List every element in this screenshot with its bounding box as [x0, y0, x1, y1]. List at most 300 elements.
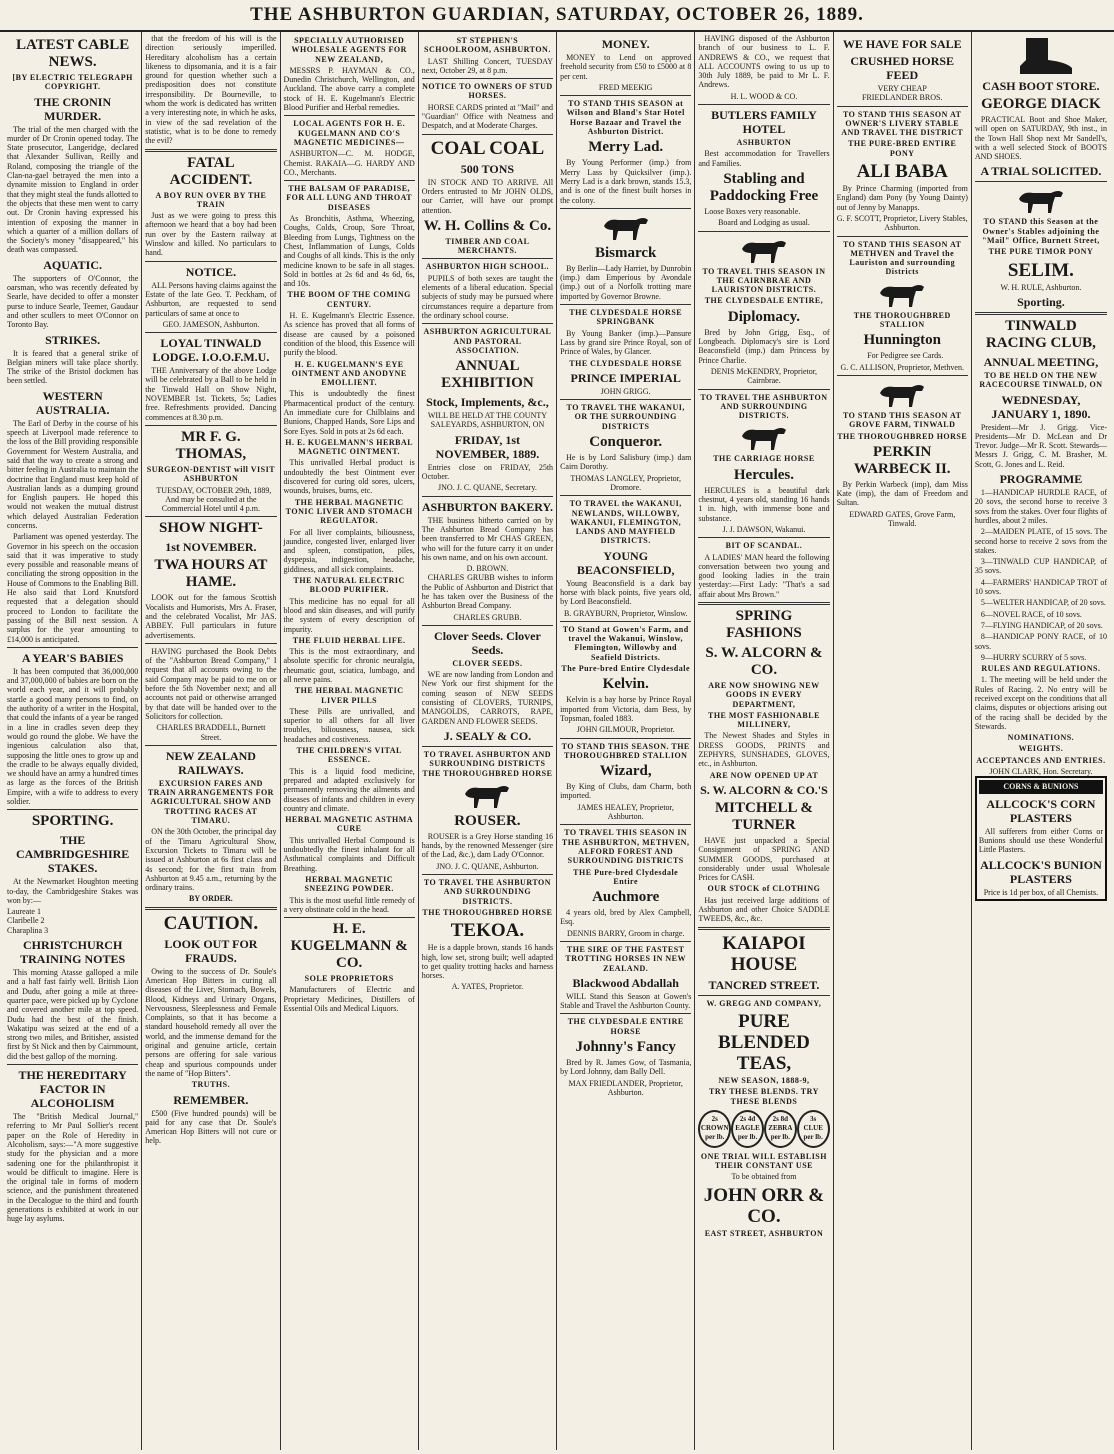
kelvin-text: Kelvin is a bay horse by Prince Royal imported from Victoria, dam Bess, by Topsman, foaled 1883.: [560, 695, 692, 723]
child-heading: THE CHILDREN'S VITAL ESSENCE.: [296, 746, 402, 765]
spring-fashions: SPRING FASHIONS: [726, 607, 802, 641]
wizard-text: By King of Clubs, dam Charm, both imported.: [560, 782, 692, 801]
tinwald-date: WEDNESDAY, JANUARY 1, 1890.: [991, 392, 1091, 421]
eye-heading: H. E. KUGELMANN'S EYE OINTMENT AND ANODYNE EMOLLIENT.: [291, 359, 407, 388]
divider: [560, 738, 691, 739]
diplomacy-text: Bred by John Grigg, Esq., of Longbeach. Diplomacy's sire is Lord Beaconsfield (imp.) dam Princess by Prince Charlie.: [698, 327, 830, 365]
thomas-sub: SURGEON-DENTIST will VISIT ASHBURTON: [146, 464, 276, 484]
andrews-text: HAVING disposed of the Ashburton branch of our business to L. F. ANDREWS & CO., we request that ALL ACCOUNTS owing to us up to 30th July 1889, be paid to Mr L. F. Andrews.: [698, 34, 830, 90]
programme-item-3: 3—TINWALD CUP HANDICAP, of 35 sovs.: [974, 557, 1107, 576]
hercules-sub: THE CARRIAGE HORSE: [713, 454, 815, 464]
cambs-result-1: Laureate 1: [7, 907, 41, 917]
divider: [698, 231, 829, 232]
divider: [145, 907, 276, 910]
clothing-heading: OUR STOCK of CLOTHING: [707, 884, 821, 894]
divider: [560, 304, 691, 305]
cable-heading: LATEST CABLE NEWS.: [16, 37, 130, 70]
twa-heading: TWA HOURS AT HAME.: [154, 557, 268, 591]
allcock-corn: ALLCOCK'S CORN PLASTERS: [986, 796, 1096, 825]
thomas-heading: MR F. G. THOMAS,: [175, 428, 247, 462]
blood-text: This medicine has no equal for all blood and skin diseases, and will purify the system of every description of impurity.: [283, 596, 415, 634]
divider: [145, 332, 276, 333]
orr-heading: JOHN ORR & CO.: [703, 1184, 825, 1227]
one-trial: ONE TRIAL WILL ESTABLISH THEIR CONSTANT USE: [700, 1151, 827, 1171]
hunnington-name: Hunnington: [863, 332, 941, 349]
programme-item-9: 9—HURRY SCURRY of 5 sovs.: [980, 652, 1087, 662]
horse-feed-text: VERY CHEAP: [877, 84, 927, 93]
pills-text: These Pills are unrivalled, and superior to all others for all liver troubles, biliousness, nausea, sick headaches and costiveness.: [283, 706, 415, 744]
kug-heading: H. E. KUGELMANN & CO.: [290, 921, 408, 972]
babies-heading: A YEAR'S BABIES: [21, 650, 124, 665]
fatal-sub: A BOY RUN OVER BY THE TRAIN: [155, 190, 267, 209]
columns: [4, 32, 1110, 1450]
tea-eagle: [731, 1110, 764, 1148]
fatal-text: Just as we were going to press this afternoon we heard that a boy had been run over by the Eastern railway at Winslow and killed. No particulars to hand.: [145, 211, 277, 258]
programme-item-8: 8—HANDICAP PONY RACE, of 10 sovs.: [974, 632, 1107, 651]
kelvin-heading: TO Stand at Gowen's Farm, and travel the Wakanui, Winslow, Flemington, Willowby and Seafield Districts.: [562, 624, 689, 662]
notice-text: ALL Persons having claims against the Estate of the late Geo. T. Peckham, of Ashburton, are requested to send particulars of same at once to: [145, 280, 277, 318]
divider: [145, 745, 276, 746]
hercules-sign: J. J. DAWSON, Wakanui.: [722, 524, 806, 534]
programme-item-2: 2—MAIDEN PLATE, of 15 sovs. The second horse to receive 2 sovs from the stakes.: [974, 527, 1107, 555]
alcorn-text-3: The Newest Shades and Styles in DRESS GOODS, PRINTS and ZEPHYRS, SUNSHADES, GLOVES, etc., in Ashburton.: [698, 731, 830, 769]
young-heading: TO TRAVEL the WAKANUI, NEWLANDS, WILLOWBY, WAKANUI, FLEMINGTON, LANDS AND MAYFIELD DISTRICTS.: [569, 499, 682, 546]
divider: [284, 115, 415, 116]
alcorn-heading: S. W. ALCORN & CO.: [705, 644, 823, 678]
rail-text: ON the 30th October, the principal day of the Timaru Agricultural Show, Excursion Tickets to Timaru will be issued at Ashburton at 6s first class and 4s second; for the first train from Ashburton at 9.45 a.m., returning by the ordinary trains.: [145, 827, 277, 893]
alcorn-text-1: ARE NOW SHOWING NEW GOODS IN EVERY DEPARTMENT,: [708, 680, 820, 709]
horse-feed-sub: CRUSHED HORSE FEED: [850, 54, 955, 82]
oint-heading: H. E. KUGELMANN'S HERBAL MAGNETIC OINTMENT.: [285, 437, 414, 457]
divider: [698, 537, 829, 538]
divider: [560, 941, 691, 942]
tea-price: 2s: [711, 1114, 718, 1123]
divider: [422, 874, 553, 875]
clothing-text: Has just received large additions of Ashburton and other Choice SADDLE TWEEDS, &c., &c.: [698, 895, 830, 924]
perkin-sign: EDWARD GATES, Grove Farm, Tinwald.: [849, 509, 956, 529]
caution-text: Owing to the success of Dr. Soule's American Hop Bitters in curing all diseases of the Liver, Stomach, Bowels, Blood, Kidneys and Urinary Organs, Nervousness, Sleeplessness and Female Complaints, so that it has become a standard household remedy all over the world, and the immense demand for the original and genuine article, certain persons are offering for sale various cheap and spurious compounds under the name of "Hop Bitters".: [145, 966, 277, 1078]
oint-text: This unrivalled Herbal product is undoubtedly the best Ointment ever discovered for curing old sores, ulcers, wounds, bruises, burns, etc.: [283, 458, 415, 496]
programme-heading: PROGRAMME: [999, 472, 1083, 487]
hercules-heading: TO TRAVEL THE ASHBURTON AND SURROUNDING DISTRICTS.: [700, 392, 828, 421]
horse-feed-heading: WE HAVE FOR SALE: [842, 37, 962, 51]
cambs-heading: THE CAMBRIDGESHIRE STAKES.: [15, 833, 130, 876]
butlers-text: Best accommodation for Travellers and Families.: [698, 149, 830, 168]
bakery-text: THE business hitherto carried on by The Ashburton Bread Company has been transferred to Mr CHAS GREEN, who will for the future carry it on under his own name, and on his own account.: [421, 515, 554, 562]
caution-heading: CAUTION.: [163, 912, 259, 934]
perkin-sub: THE THOROUGHBRED HORSE: [837, 431, 968, 441]
alcorn-heading-2: S. W. ALCORN & CO.'S: [700, 782, 828, 797]
clark-sign: JOHN CLARK, Hon. Secretary.: [989, 767, 1093, 777]
thomas-text: TUESDAY, OCTOBER 29th, 1889, And may be consulted at the Commercial Hotel until 4 p.m.: [156, 485, 272, 514]
owners-heading: NOTICE TO OWNERS OF STUD HORSES.: [422, 82, 553, 101]
tekoa-sign: A. YATES, Proprietor.: [451, 982, 524, 992]
divider: [698, 927, 829, 930]
remember-heading: REMEMBER.: [173, 1092, 249, 1107]
divider: [422, 496, 553, 497]
ali-heading: TO STAND THIS SEASON AT OWNER'S LIVERY STABLE AND TRAVEL THE DISTRICT: [841, 109, 964, 138]
grubb-text: CHARLES GRUBB wishes to inform the Public of Ashburton and District that he has taken over the Business of the Ashburton Bread Company.: [421, 573, 554, 611]
tinwald-heading: TINWALD RACING CLUB,: [985, 317, 1096, 351]
horse-illustration: [872, 379, 932, 409]
tea-crown: [698, 1110, 731, 1148]
ali-sign: G. F. SCOTT, Proprietor, Livery Stables, Ashburton.: [836, 213, 968, 233]
divider: [145, 425, 276, 426]
weights-heading: WEIGHTS.: [1018, 744, 1064, 754]
bakery-sign: D. BROWN.: [466, 564, 509, 574]
kelvin-sign: JOHN GILMOUR, Proprietor.: [576, 725, 675, 735]
rouser-text: ROUSER is a Grey Horse standing 16 hands, by the renowned Messenger (sire of the Lad, &c.), dam Lady O'Connor.: [421, 831, 554, 860]
rouser-name: ROUSER.: [454, 812, 521, 829]
rules-heading: RULES AND REGULATIONS.: [981, 664, 1101, 674]
notice-heading: NOTICE.: [185, 264, 237, 279]
column-1: [4, 32, 142, 1450]
bismarck-text: By Berlin—Lady Harriet, by Dunrobin (imp.) dam Emperious by Avondale (imp.) out of a Norfolk trotting mare imported by Governor Browne.: [560, 263, 692, 301]
johnny-name: Johnny's Fancy: [575, 1039, 676, 1056]
stabling-text: Loose Boxes very reasonable.: [704, 206, 801, 216]
hered-heading: THE HEREDITARY FACTOR IN ALCOHOLISM: [18, 1068, 127, 1111]
show-heading: SHOW NIGHT-: [159, 520, 263, 537]
andrews-sign: H. L. WOOD & CO.: [730, 91, 798, 101]
blackwood-text: WILL Stand this Season at Gowen's Stable and Travel the Ashburton County.: [560, 991, 692, 1011]
balsam-text: As Bronchitis, Asthma, Wheezing, Coughs, Colds, Croup, Sore Throat, Bleeding from Lungs, Tightness on the Chest, Inflammation of Lungs, Colds and Coughs of all kinds. This is the only medicine known to be safe in all stages. Sold in bottles at 2s 6d and 4s 6d, 6s, and 10s.: [283, 214, 415, 289]
annual-entries: Entries close on FRIDAY, 25th October.: [421, 462, 554, 482]
chch-heading: CHRISTCHURCH TRAINING NOTES: [20, 938, 126, 967]
divider: [422, 258, 553, 259]
aquatic-text: The supporters of O'Connor, the oarsman, who was recently defeated by Searle, have decided to offer a monster purse to induce Searle, Teemer, Gaudaur and other scullers to meet O'Connor on Toronto Bay.: [7, 273, 139, 330]
rail-order: BY ORDER.: [189, 894, 233, 904]
column-4: [419, 32, 557, 1450]
divider: [145, 261, 276, 262]
book-text: HAVING purchased the Book Debts of the "Ashburton Bread Company," I request that all accounts owing to the said Company may be paid to me on or before the 5th November next; and all accounts not paid or otherwise arranged by that date will be handed over to the Solicitors for collection.: [145, 646, 277, 721]
divider: [698, 104, 829, 105]
perkin-name: PERKIN WARBECK II.: [853, 443, 951, 477]
divider: [698, 602, 829, 605]
divider: [145, 149, 276, 152]
tea-unit: per lb.: [737, 1133, 758, 1142]
divider: [422, 323, 553, 324]
cambs-result-3: Charaplina 3: [7, 925, 49, 935]
divider: [560, 208, 691, 209]
tancred-street: TANCRED STREET.: [708, 977, 820, 992]
divider: [698, 995, 829, 996]
johnny-text: Bred by R. James Gow, of Tasmania, by Lord Johnny, dam Bally Dell.: [560, 1058, 692, 1077]
tea-name: ZEBRA: [768, 1124, 793, 1133]
divider: [145, 643, 276, 644]
blackwood-name: Blackwood Abdallah: [572, 975, 679, 990]
asthma-text: This unrivalled Herbal Compound is undoubtedly the finest inhalant for all Asthmatical complaints and Difficult Breathing.: [283, 835, 415, 873]
programme-item-6: 6—NOVEL RACE, of 10 sovs.: [980, 609, 1082, 619]
hunnington-sub: THE THOROUGHBRED STALLION: [853, 310, 951, 330]
auchmore-text: 4 years old, bred by Alex Campbell, Esq.: [560, 908, 692, 927]
annual-sign: JNO. J. C. QUANE, Secretary.: [438, 483, 537, 493]
column-7: [834, 32, 972, 1450]
divider: [975, 181, 1107, 182]
wizard-heading: TO STAND THIS SEASON. THE THOROUGHBRED STALLION: [561, 741, 690, 760]
young-name: YOUNG BEACONSFIELD,: [576, 548, 675, 577]
pills-heading: THE HERBAL MAGNETIC LIVER PILLS: [294, 686, 404, 705]
cambs-result-2: Claribelle 2: [7, 916, 45, 926]
money-text: MONEY to Lend on approved freehold security from £50 to £5000 at 8 per cent.: [560, 53, 692, 81]
auchmore-sign: DENNIS BARRY, Groom in charge.: [566, 928, 685, 938]
hunnington-heading: TO STAND THIS SEASON AT METHVEN and Travel the Lauriston and surrounding Districts: [842, 239, 962, 277]
babies-text: It has been computed that 36,000,000 and 37,000,000 of babies are born on the world each year, and it will probably startle a good many persons to find, on the authority of a writer in the Hospital, that could the infants of a year be ranged in a line in cradles seven deep they would go round the globe. We have the ingenious calculation also that, supposing the little ones to grow up and the cradle to be always equally divided, we should have an army a hundred times as large as the forces of the British Empire, with a wife to address to every soldier.: [7, 666, 139, 806]
annual-text: WILL BE HELD AT THE COUNTY SALEYARDS, ASHBURTON, ON: [427, 411, 548, 430]
money-heading: MONEY.: [601, 37, 650, 51]
chch-text: This morning Atasse galloped a mile and a half fast fairly well. British Lion and Dudu, after going a mile at three-quarter pace, were picked up by Cyclone and covered another mile at top speed. Dudu had the best of the finish. Wakatipu was seized at the end of a strong two miles, and Britisher, assisted first by St Nick and then by Cairnmount, did the best gallop of the morning.: [7, 968, 139, 1061]
strikes-heading: STRIKES.: [45, 332, 101, 347]
horse-feed-sign: FRIEDLANDER BROS.: [862, 93, 943, 103]
tonic-heading: THE HERBAL MAGNETIC TONIC LIVER AND STOMACH REGULATOR.: [285, 497, 413, 526]
horse-illustration: [596, 212, 656, 242]
collins-sub: TIMBER AND COAL MERCHANTS.: [445, 236, 530, 256]
rouser-sign: JNO. J. C. QUANE, Ashburton.: [436, 861, 539, 871]
annual-sub: Stock, Implements, &c.,: [426, 395, 549, 410]
column-3: [281, 32, 419, 1450]
bakery-heading: ASHBURTON BAKERY.: [421, 499, 554, 514]
coal-text: IN STOCK AND TO ARRIVE. All Orders entrusted to Mr JOHN OLDS, our Carrier, will have our prompt attention.: [421, 177, 554, 215]
perkin-text: By Perkin Warbeck (imp), dam Miss Kate (imp), the dam of Freedom and Sultan.: [836, 479, 968, 508]
nominations-heading: NOMINATIONS.: [1007, 733, 1075, 743]
young-text: Young Beaconsfield is a dark bay horse with black points, five years old, by Lord Beaconsfield.: [560, 578, 692, 607]
rail-sub: EXCURSION FARES AND TRAIN ARRANGEMENTS FOR AGRICULTURAL SHOW AND TROTTING RACES AT TIMARU.: [147, 778, 274, 826]
money-sign: FRED MEEKIG: [598, 82, 653, 92]
twa-text: LOOK out for the famous Scottish Vocalists and Humorists, Mrs A. Fraser, and the celebrated Vocalist, Mr JAS. ABBEY. Full particulars in future advertisements.: [145, 593, 277, 640]
column-5: [557, 32, 695, 1450]
springbank-text: By Young Banker (imp.)—Pansure Lass by grand sire Prince Royal, son of Prince of Wales, by Glancer.: [560, 328, 692, 357]
sporting-heading: SPORTING.: [31, 813, 114, 830]
tea-name: CROWN: [700, 1124, 729, 1133]
hered-continued: that the freedom of his will is the direction seriously imperilled. Hereditary alcoholism has a certain likeness to dipsomania, and it is a fair ground for question whether such a predisposition does not constitute irresponsibility. Dr Bourneville, to whom the work is dedicated has written a very interesting note, in which he asks, in view of the sad revelation of the statistic, what is to be done to remedy the evil?: [145, 34, 277, 146]
book-sign: CHARLES BRADDELL, Burnett Street.: [156, 723, 266, 742]
kaiapoi-heading: KAIAPOI HOUSE: [722, 932, 806, 975]
johnny-heading: THE CLYDESDALE ENTIRE HORSE: [567, 1017, 684, 1036]
divider: [284, 917, 415, 918]
show-date: 1st NOVEMBER.: [165, 540, 257, 555]
horse-illustration: [457, 780, 517, 810]
hered-text: The "British Medical Journal," referring to Mr Paul Sollier's recent paper on the Role of Heredity in Alcoholism, says:—"A more suggestive study for the physician and a more sadening one for the philanthropist it would be difficult to imagine. Here is the original tale in forms of modern science, and the punishment threatened in the Decalogue to the third and fourth generations is exhibited at work in our huge lay asylums.: [7, 1112, 139, 1224]
tinwald-text: TO BE HELD ON THE NEW RACECOURSE TINWALD, ON: [979, 370, 1103, 390]
wizard-name: Wizard,: [599, 763, 652, 780]
selim-sign: W. H. RULE, Ashburton.: [1000, 282, 1082, 292]
ali-name: ALI BABA: [856, 161, 948, 183]
blackwood-heading: THE SIRE OF THE FASTEST TROTTING HORSES IN NEW ZEALAND.: [565, 945, 686, 973]
coal-sub: 500 TONS: [460, 161, 515, 176]
tea-season: NEW SEASON, 1888-9,: [718, 1075, 810, 1085]
merry-name: Merry Lad.: [588, 139, 664, 156]
column-2: [142, 32, 280, 1450]
high-text: PUPILS of both sexes are taught the elements of a liberal education. Special subjects of study may be pursued where circumstances require a departure from the ordinary school course.: [421, 273, 554, 320]
horse-illustration: [872, 279, 932, 309]
divider: [145, 516, 276, 517]
divider: [698, 389, 829, 390]
hunnington-text: For Pedigree see Cards.: [867, 351, 944, 361]
east-street: EAST STREET, ASHBURTON: [704, 1228, 824, 1238]
mitchell-text: HAVE just unpacked a Special Consignment of SPRING AND SUMMER GOODS, purchased at considerably under usual Wholesale Prices for CASH.: [698, 835, 830, 883]
springbank-heading: THE CLYDESDALE HORSE SPRINGBANK: [569, 308, 683, 327]
truths-heading: TRUTHS.: [191, 1080, 231, 1090]
fluid-heading: THE FLUID HERBAL LIFE.: [292, 635, 406, 645]
local-text: ASHBURTON—C. M. HODGE, Chemist. RAKAIA—G. HARDY AND CO., Merchants.: [283, 149, 415, 177]
boom-text: H. E. Kugelmann's Electric Essence. As science has proved that all forms of disease are caused by a poisoned condition of the blood, this Essence will purify the blood.: [283, 311, 415, 358]
divider: [422, 625, 553, 626]
annual-date: FRIDAY, 1st NOVEMBER, 1889.: [435, 432, 540, 461]
tea-price: 2s 4d: [739, 1114, 756, 1123]
tekoa-name: TEKOA.: [450, 920, 525, 942]
diack-heading: GEORGE DIACK: [981, 96, 1101, 112]
remember-text: £500 (Five hundred pounds) will be paid for any case that Dr. Soule's American Hop Bitters will not cure or help.: [145, 1108, 277, 1146]
wizard-sign: JAMES HEALEY, Proprietor, Ashburton.: [577, 802, 674, 822]
selim-heading: TO STAND this Season at the Owner's Stables adjoining the "Mail" Office, Burnett Street,: [982, 217, 1100, 246]
tea-name: EAGLE: [735, 1124, 760, 1133]
butlers-place: ASHBURTON: [736, 138, 792, 148]
conqueror-heading: TO TRAVEL THE WAKANUI, OR THE SURROUNDING DISTRICTS: [566, 403, 685, 431]
gregg-heading: W. GREGG AND COMPANY,: [706, 998, 822, 1008]
blood-heading: THE NATURAL ELECTRIC BLOOD PURIFIER.: [293, 576, 405, 595]
tea-zebra: [764, 1110, 797, 1148]
horse-illustration: [734, 235, 794, 265]
tea-unit: per lb.: [803, 1133, 823, 1142]
divider: [560, 621, 691, 622]
coal-heading: COAL COAL: [430, 137, 545, 159]
stabling-sign: Board and Lodging as usual.: [718, 218, 810, 228]
divider: [837, 236, 968, 237]
auchmore-heading: TO TRAVEL THIS SEASON IN THE ASHBURTON, METHVEN, ALFORD FOREST AND SURROUNDING DISTRICTS: [561, 828, 690, 866]
tinwald-sub: ANNUAL MEETING,: [983, 354, 1099, 369]
balsam-heading: THE BALSAM OF PARADISE, FOR ALL LUNG AND THROAT DISEASES: [286, 184, 413, 212]
lodge-heading: LOYAL TINWALD LODGE. I.O.O.F.M.U.: [152, 336, 270, 365]
divider: [7, 1064, 138, 1065]
mitchell-heading: MITCHELL & TURNER: [714, 799, 813, 833]
trial-solicited: A TRIAL SOLICITED.: [980, 164, 1102, 179]
masthead: THE ASHBURTON GUARDIAN, SATURDAY, OCTOBER 26, 1889.: [0, 0, 1114, 32]
pure-teas: PURE BLENDED TEAS,: [718, 1010, 810, 1074]
bismarck-name: Bismarck: [594, 244, 657, 261]
sealy-sign: J. SEALY & CO.: [443, 728, 532, 743]
boot-icon: [1006, 36, 1076, 76]
horse-illustration: [734, 422, 794, 452]
patent-text: MESSRS P. HAYMAN & CO., Dunedin Christchurch, Wellington, and Auckland. The above carry a complete stock of H. E. Kugelmann's Electric Blood Purifier and Herbal remedies.: [283, 65, 415, 113]
programme-item-7: 7—FLYING HANDICAP, of 20 sovs.: [980, 620, 1103, 630]
conqueror-name: Conqueror.: [589, 434, 663, 451]
boom-heading: THE BOOM OF THE COMING CENTURY.: [287, 290, 411, 309]
stabling-heading: Stabling and Paddocking Free: [709, 170, 819, 204]
cronin-heading: THE CRONIN MURDER.: [34, 94, 112, 123]
tonic-text: For all liver complaints, biliousness, jaundice, congested liver, enlarged liver and spleen, constipation, piles, dyspepsia, indigestion, headache, giddiness, and all sick complaints.: [283, 527, 415, 574]
programme-item-1: 1—HANDICAP HURDLE RACE, of 20 sovs, the second horse to receive 3 sovs from the stakes. Over four flights of hurdles, about 2 miles.: [974, 488, 1107, 525]
divider: [560, 1013, 691, 1014]
divider: [422, 746, 553, 747]
strikes-text: It is feared that a general strike of Belgian miners will take place shortly. The strike of the Bristol dockmen has been settled.: [7, 348, 139, 386]
divider: [422, 134, 553, 135]
school-text: LAST Shilling Concert, TUESDAY next, October 29, at 8 p.m.: [421, 56, 554, 75]
kelvin-sub: The Pure-bred Entire Clydesdale: [561, 664, 690, 674]
corn-text: All sufferers from either Corns or Bunions should use these Wonderful Little Plasters.: [978, 826, 1103, 855]
cambs-text: At the Newmarket Houghton meeting to-day, the Cambridgeshire Stakes was won by:—: [7, 877, 139, 905]
merry-heading: TO STAND THIS SEASON at Wilson and Bland's Star Hotel Horse Bazaar and Travel the Ashburton District.: [566, 99, 685, 137]
butlers-heading: BUTLERS FAMILY HOTEL: [711, 108, 817, 137]
tea-price: 3s: [810, 1114, 817, 1123]
auchmore-sub: THE Pure-bred Clydesdale Entire: [573, 867, 679, 886]
tekoa-sub: THE THOROUGHBRED HORSE: [422, 907, 553, 917]
divider: [284, 180, 415, 181]
diack-text: PRACTICAL Boot and Shoe Maker, will open on SATURDAY, 9th inst., in the Town Hall Shop next Mr Sandell's, with a well selected Stock of BOOTS AND SHOES.: [974, 115, 1107, 162]
sneeze-heading: HERBAL MAGNETIC SNEEZING POWDER.: [304, 874, 394, 894]
lodge-text: THE Anniversary of the above Lodge will be celebrated by a Ball to be held in the Tinwald Hall on Show Night, NOVEMBER 1st. Tickets, 5s; Ladies free. Refreshments provided. Dancing commences at 8.30 p.m.: [145, 366, 277, 422]
scandal-heading: BIT OF SCANDAL.: [725, 541, 803, 551]
grubb-sign: CHARLES GRUBB.: [453, 612, 522, 622]
tea-unit: per lb.: [770, 1133, 791, 1142]
programme-item-5: 5—WELTER HANDICAP, of 20 sovs.: [980, 598, 1106, 608]
tea-price: 2s 8d: [772, 1114, 789, 1123]
hercules-text: HERCULES is a beautiful dark chestnut, 4 years old, standing 16 hands 1 in. high, with immense bone and substance.: [698, 485, 830, 523]
notice-sign: GEO. JAMESON, Ashburton.: [162, 319, 260, 329]
clover-text: WE are now landing from London and New York our first shipment for the coming season of NEW SEEDS consisting of CLOVERS, TURNIPS, MANGOLDS, CARROTS, RAPE, GARDEN AND FLOWER SEEDS.: [421, 670, 554, 726]
selim-sub: THE PURE TIMOR PONY: [988, 247, 1094, 257]
tea-unit: per lb.: [705, 1133, 725, 1142]
obtained-from: To be obtained from: [731, 1172, 797, 1182]
collins-heading: W. H. Collins & Co.: [423, 217, 552, 234]
auchmore-name: Auchmore: [592, 889, 660, 906]
divider: [560, 495, 691, 496]
tea-clue: [797, 1110, 830, 1148]
child-text: This is a liquid food medicine, prepared and adapted exclusively for permanently removing the ailments and diseases of infants and children in every country and climate.: [283, 766, 415, 813]
acceptances-heading: ACCEPTANCES AND ENTRIES.: [976, 755, 1106, 765]
school-heading: ST STEPHEN'S SCHOOLROOM, ASHBURTON.: [424, 36, 551, 55]
alcorn-text-2: THE MOST FASHIONABLE MILLINERY,: [707, 710, 820, 730]
hercules-name: Hercules.: [733, 466, 795, 483]
divider: [560, 95, 691, 96]
corn-price: Price is 1d per box, of all Chemists.: [983, 887, 1099, 897]
perkin-heading: TO STAND THIS SEASON AT GROVE FARM, TINWALD: [842, 410, 962, 430]
boot-store-heading: CASH BOOT STORE.: [982, 79, 1100, 93]
divider: [837, 106, 968, 107]
johnny-sign: MAX FRIEDLANDER, Proprietor, Ashburton.: [568, 1078, 683, 1097]
divider: [560, 399, 691, 400]
rules-text: 1. The meeting will be held under the Rules of Racing. 2. No entry will be received except on the conditions that all claims, disputes or objections arising out of the racing shall be decided by the Stewards.: [974, 675, 1107, 731]
diplomacy-heading: TO TRAVEL THIS SEASON IN THE CAIRNBRAE AND LAURISTON DISTRICTS.: [702, 266, 826, 295]
divider: [7, 647, 138, 648]
annual-heading: ANNUAL EXHIBITION: [441, 358, 534, 392]
divider: [975, 312, 1107, 315]
tea-try: TRY THESE BLENDS. TRY THESE BLENDS: [709, 1087, 819, 1106]
rouser-heading: TO TRAVEL ASHBURTON AND SURROUNDING DISTRICTS THE THOROUGHBRED HORSE: [422, 749, 553, 778]
alcorn-opened: ARE NOW OPENED UP AT: [709, 770, 819, 780]
tea-name: CLUE: [803, 1124, 823, 1133]
conqueror-text: He is by Lord Salisbury (imp.) dam Cairn Dorothy.: [560, 453, 692, 472]
eye-text: This is undoubtedly the finest Pharmacentical product of the century. An immediate cure for Chilblains and Bunions, Chapped Hands, Sore Lips and Sore Eyes. Sold in pots at 2s 6d each.: [283, 389, 415, 436]
ali-text: By Prince Charming (imported from England) dam Pony (by Young Dainty) out of Jenny by Manapps.: [836, 184, 968, 212]
clover-heading: Clover Seeds. Clover Seeds.: [434, 628, 541, 657]
allcock-bunion: ALLCOCK'S BUNION PLASTERS: [980, 857, 1102, 886]
conqueror-sign: THOMAS LANGLEY, Proprietor, Dromore.: [570, 473, 682, 492]
kug-text: Manufacturers of Electric and Proprietary Medicines, Distillers of Essential Oils and Medical Liquors.: [283, 985, 415, 1014]
local-heading: LOCAL AGENTS FOR H. E. KUGELMANN AND CO'S MAGNETIC MEDICINES—: [293, 119, 406, 147]
rail-heading: NEW ZEALAND RAILWAYS.: [165, 748, 256, 777]
selim-name: SELIM.: [1007, 259, 1074, 281]
imperial-sign: JOHN GRIGG.: [600, 386, 651, 396]
horse-illustration: [1011, 185, 1071, 215]
scandal-text: A LADIES' MAN heard the following conversation between two young and good looking ladies in the train yesterday:—First Lady: "That's a sad affair about Mrs Brown.": [698, 552, 830, 599]
aquatic-heading: AQUATIC.: [43, 257, 103, 272]
sneeze-text: This is the most useful little remedy of a very obstinate cold in the head.: [283, 895, 415, 914]
fluid-text: This is the most extraordinary, and absolute specific for chronic neuralgia, rheumatic gout, sciatica, lumbago, and all nerve pains.: [283, 647, 415, 684]
diplomacy-sub: THE CLYDESDALE ENTIRE,: [704, 296, 824, 306]
imperial-heading: THE CLYDESDALE HORSE: [569, 358, 683, 368]
wa-text: The Earl of Derby in the course of his speech at Liverpool made reference to the loss of the Bill providing responsible Government for Western Australia, and said that the way to create a strong and bitter feeling in Australia to maintain the doctrine that England must keep hold of Australian lands as a dumping ground for English paupers. He hoped this would not weaken the mutual distrust which delayed Australian Federation concerns.: [7, 418, 139, 530]
imperial-name: PRINCE IMPERIAL: [570, 370, 681, 385]
cable-credit: [BY ELECTRIC TELEGRAPH COPYRIGHT.: [12, 73, 133, 92]
